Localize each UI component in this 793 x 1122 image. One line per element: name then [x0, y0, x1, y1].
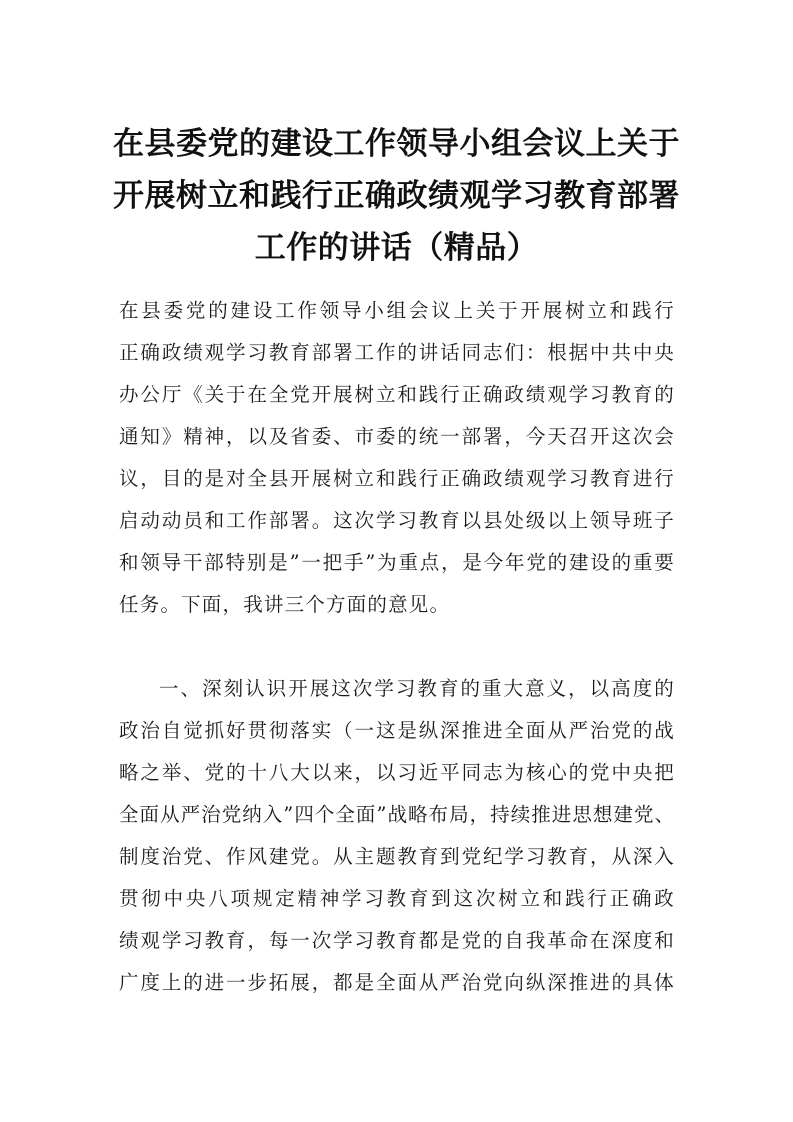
paragraph-spacer	[119, 626, 675, 668]
paragraph-line: 一、深刻认识开展这次学习教育的重大意义，以高度的	[159, 677, 675, 700]
paragraph-line: 启动动员和工作部署。这次学习教育以县处级以上领导班子	[119, 509, 675, 532]
paragraph-line: 贯彻中央八项规定精神学习教育到这次树立和践行正确政	[119, 887, 675, 910]
paragraph-line: 略之举、党的十八大以来，以习近平同志为核心的党中央把	[119, 761, 675, 784]
paragraph-line: 议，目的是对全县开展树立和践行正确政绩观学习教育进行	[119, 467, 675, 490]
paragraph-line: 广度上的进一步拓展，都是全面从严治党向纵深推进的具体	[119, 971, 675, 994]
title-line-3: 工作的讲话（精品）	[254, 230, 539, 266]
paragraph-line: 正确政绩观学习教育部署工作的讲话同志们：根据中共中央	[119, 341, 675, 364]
title-line-2: 开展树立和践行正确政绩观学习教育部署	[113, 178, 680, 214]
paragraph-line: 和领导干部特别是”一把手”为重点，是今年党的建设的重要	[119, 551, 675, 574]
paragraph-line: 绩观学习教育，每一次学习教育都是党的自我革命在深度和	[119, 929, 675, 952]
document-body	[119, 290, 675, 1004]
paragraph-line: 全面从严治党纳入”四个全面”战略布局，持续推进思想建党、	[119, 803, 675, 826]
paragraph-line: 办公厅《关于在全党开展树立和践行正确政绩观学习教育的	[119, 383, 675, 406]
paragraph-line: 任务。下面，我讲三个方面的意见。	[119, 593, 451, 616]
paragraph-intro	[119, 290, 675, 626]
document-title	[110, 118, 683, 274]
paragraph-line: 制度治党、作风建党。从主题教育到党纪学习教育，从深入	[119, 845, 675, 868]
paragraph-line: 政治自觉抓好贯彻落实（一这是纵深推进全面从严治党的战	[119, 719, 675, 742]
paragraph-line: 在县委党的建设工作领导小组会议上关于开展树立和践行	[119, 299, 675, 322]
paragraph-line: 通知》精神，以及省委、市委的统一部署，今天召开这次会	[119, 425, 675, 448]
title-line-1: 在县委党的建设工作领导小组会议上关于	[113, 126, 680, 162]
paragraph-section-one	[119, 668, 675, 1004]
